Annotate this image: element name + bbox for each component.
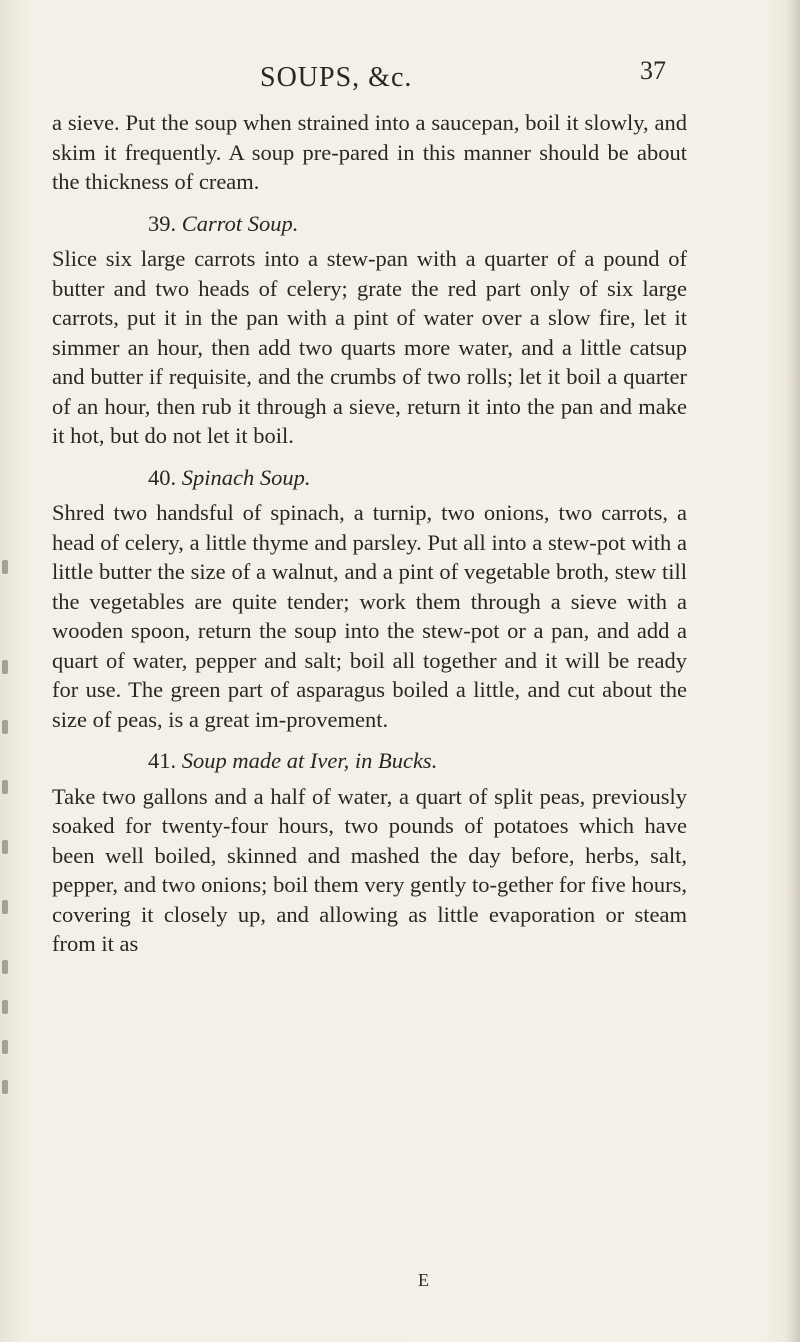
recipe-title: Soup made at Iver, in Bucks. <box>181 748 438 773</box>
signature-mark <box>0 1270 800 1291</box>
recipe-title: Spinach Soup. <box>181 464 311 490</box>
running-head: SOUPS, &c. <box>260 62 413 93</box>
left-margin-marks <box>0 560 14 1340</box>
recipe-number: 40. <box>148 464 177 490</box>
page-number: 37 <box>640 56 666 85</box>
recipe-title: Carrot Soup. <box>181 210 299 236</box>
recipe-heading-40 <box>148 463 687 493</box>
recipe-number: 41. <box>148 748 177 773</box>
recipe-number: 39. <box>148 210 177 236</box>
intro-paragraph: a sieve. Put the soup when strained into a saucepan, boil it slowly, and skim it frequently. A soup pre-pared in this manner should be about the thickness of cream. <box>52 110 687 194</box>
recipe-body-39: Slice six large carrots into a stew-pan with a quarter of a pound of butter and two heads of celery; grate the red part only of six large carrots, put it in the pan with a pint of water over a slow fire, let it simmer an hour, then add two quarts more water, and a little catsup and butter if requisite, and the crumbs of two rolls; let it boil a quarter of an hour, then rub it through a sieve, return it into the pan and make it hot, but do not let it boil. <box>52 246 687 448</box>
page-body <box>52 108 687 959</box>
recipe-body-41: Take two gallons and a half of water, a quart of split peas, previously soaked for twenty-four hours, two pounds of potatoes which have been well boiled, skinned and mashed the day before, herbs, salt, pepper, and two onions; boil them very gently to-gether for five hours, covering it closely up, and allowing as little evaporation or steam from it as <box>52 783 687 956</box>
recipe-heading-41 <box>148 746 687 776</box>
signature-letter: E <box>418 1270 430 1290</box>
page-header <box>0 56 800 96</box>
recipe-body-40: Shred two handsful of spinach, a turnip, two onions, two carrots, a head of celery, a little thyme and parsley. Put all into a stew-pot with a little butter the size of a walnut, and a pint of vegetable broth, stew till the vegetables are quite tender; work them through a sieve with a wooden spoon, return the soup into the stew-pot or a pan, and add a quart of water, pepper and salt; boil all together and it will be ready for use. The green part of asparagus boiled a little, and cut about the size of peas, is a great im-provement. <box>52 500 687 732</box>
page-edge-shadow <box>786 0 800 1342</box>
recipe-heading-39 <box>148 209 687 239</box>
